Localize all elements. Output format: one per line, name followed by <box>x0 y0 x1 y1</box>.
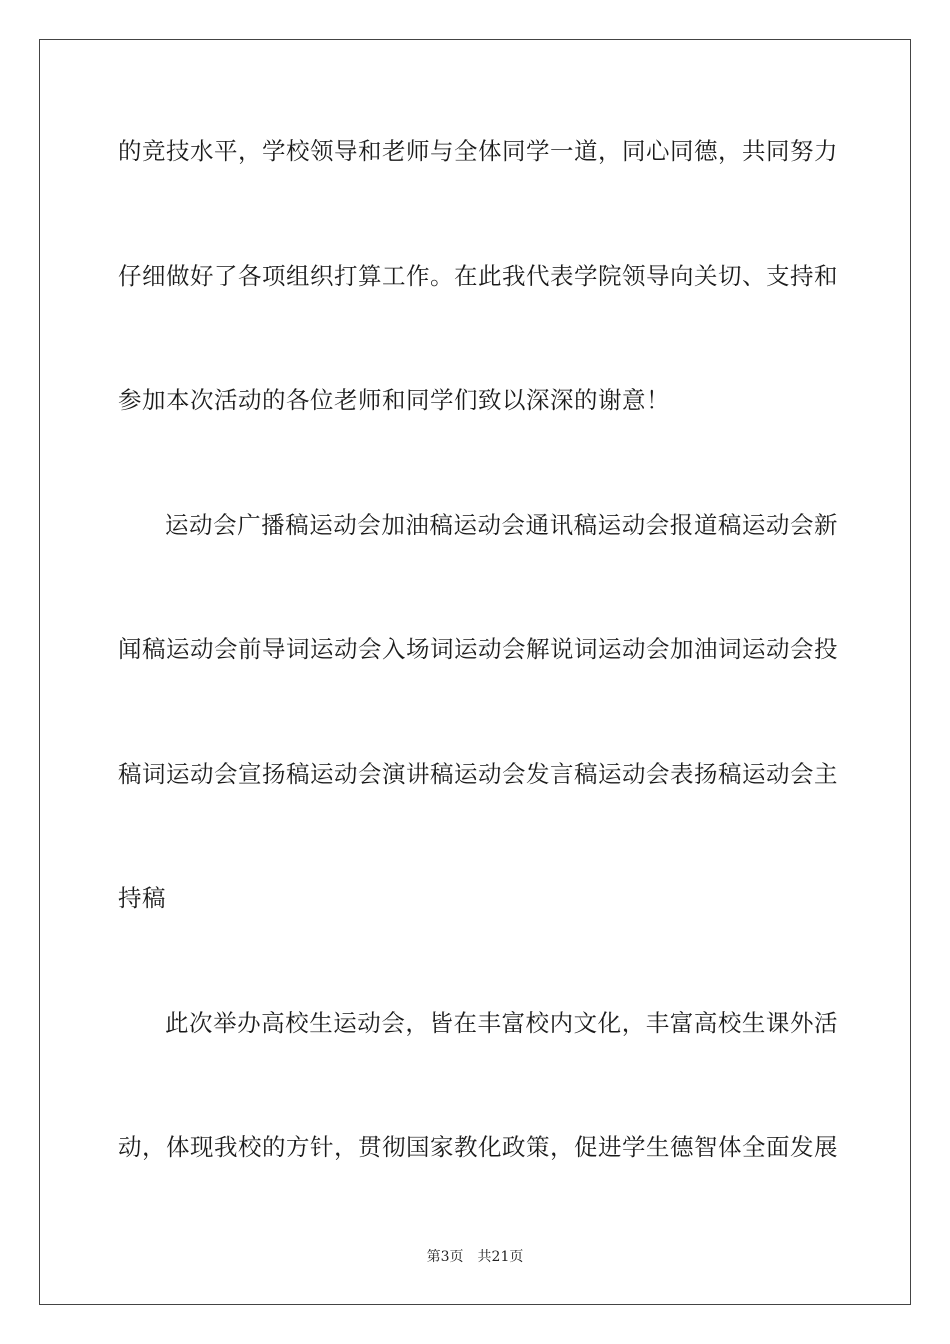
page-border <box>39 39 911 1305</box>
body-text-line: 稿词运动会宣扬稿运动会演讲稿运动会发言稿运动会表扬稿运动会主 <box>118 760 838 788</box>
body-text-line: 参加本次活动的各位老师和同学们致以深深的谢意！ <box>118 386 670 414</box>
body-text-line: 闻稿运动会前导词运动会入场词运动会解说词运动会加油词运动会投 <box>118 635 838 663</box>
body-text-line: 的竞技水平，学校领导和老师与全体同学一道，同心同德，共同努力 <box>118 137 838 165</box>
body-text-line: 此次举办高校生运动会，皆在丰富校内文化，丰富高校生课外活 <box>165 1009 838 1037</box>
page-number: 第3页 <box>426 1249 464 1265</box>
body-text-line: 仔细做好了各项组织打算工作。在此我代表学院领导向关切、支持和 <box>118 262 838 290</box>
page-footer <box>0 1248 950 1266</box>
total-pages: 共21页 <box>477 1249 524 1265</box>
body-text-line: 动，体现我校的方针，贯彻国家教化政策，促进学生德智体全面发展 <box>118 1133 838 1161</box>
body-text-line: 持稿 <box>118 884 166 912</box>
body-text-line: 运动会广播稿运动会加油稿运动会通讯稿运动会报道稿运动会新 <box>165 511 838 539</box>
